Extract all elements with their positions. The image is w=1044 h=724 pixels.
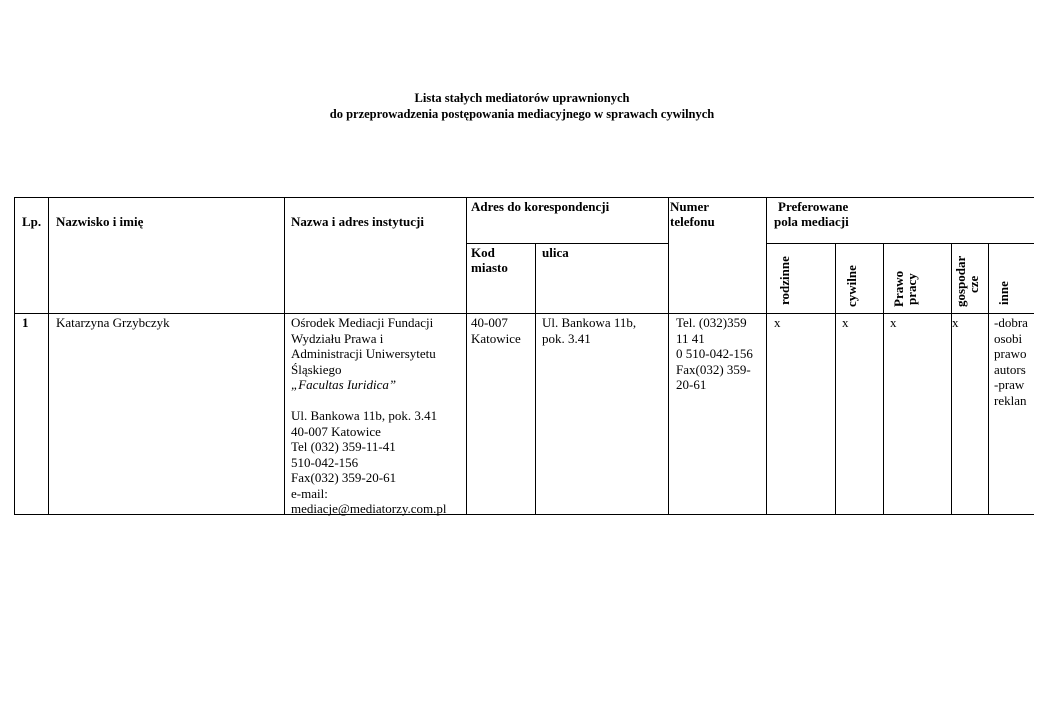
header-name: Nazwisko i imię bbox=[56, 214, 144, 229]
inst-line-12: mediacje@mediatorzy.com.pl bbox=[291, 501, 447, 516]
header-family: rodzinne bbox=[777, 256, 792, 305]
col-divider-name bbox=[284, 197, 285, 515]
row-phone-2: 11 41 bbox=[676, 330, 705, 346]
inst-line-1: Ośrodek Mediacji Fundacji bbox=[291, 315, 434, 330]
title-line-1: Lista stałych mediatorów uprawnionych bbox=[414, 91, 630, 105]
row-phone-5: 20-61 bbox=[676, 377, 707, 392]
mediators-table bbox=[14, 197, 1034, 515]
header-street: ulica bbox=[542, 245, 569, 260]
row-phone-1: Tel. (032)359 bbox=[676, 315, 747, 330]
address-subheader-line bbox=[466, 243, 668, 244]
header-other: inne bbox=[996, 281, 1011, 305]
row-family: x bbox=[774, 315, 781, 330]
inst-line-2: Wydziału Prawa i bbox=[291, 330, 384, 346]
col-divider-lp bbox=[48, 197, 49, 515]
col-divider-civil bbox=[883, 243, 884, 515]
row-phone-3: 0 510-042-156 bbox=[676, 346, 753, 361]
col-divider-economic bbox=[988, 243, 989, 515]
fields-subheader-line bbox=[766, 243, 1034, 244]
header-labor bbox=[892, 271, 918, 307]
header-code-city-2: miasto bbox=[471, 260, 508, 275]
document-title bbox=[0, 90, 1044, 122]
inst-line-8: Tel (032) 359-11-41 bbox=[291, 439, 396, 454]
header-civil: cywilne bbox=[844, 265, 859, 307]
table-border-bottom bbox=[14, 514, 1034, 515]
row-lp: 1 bbox=[22, 315, 29, 330]
header-labor-1: Prawo bbox=[891, 270, 906, 307]
col-divider-phone bbox=[766, 197, 767, 515]
col-divider-institution bbox=[466, 197, 467, 515]
inst-line-3: Administracji Uniwersytetu bbox=[291, 346, 436, 361]
inst-line-10: Fax(032) 359-20-61 bbox=[291, 470, 397, 485]
col-divider-labor bbox=[951, 243, 952, 515]
row-civil: x bbox=[842, 315, 849, 330]
header-bottom-line bbox=[14, 313, 1034, 314]
other-line-6: reklan bbox=[994, 392, 1027, 408]
header-phone-2: telefonu bbox=[670, 214, 715, 229]
inst-line-4: Śląskiego bbox=[291, 361, 342, 377]
other-line-4: autors bbox=[994, 361, 1026, 377]
table-border-left bbox=[14, 197, 15, 515]
header-fields-1: Preferowane bbox=[778, 199, 849, 214]
inst-line-11: e-mail: bbox=[291, 485, 328, 501]
header-phone-1: Numer bbox=[670, 199, 709, 214]
header-lp: Lp. bbox=[22, 214, 42, 229]
col-divider-family bbox=[835, 243, 836, 515]
header-institution: Nazwa i adres instytucji bbox=[291, 214, 425, 229]
inst-line-6: Ul. Bankowa 11b, pok. 3.41 bbox=[291, 408, 438, 423]
other-line-5: -praw bbox=[994, 377, 1025, 392]
row-code-1: 40-007 bbox=[471, 315, 508, 330]
row-street-1: Ul. Bankowa 11b, bbox=[542, 315, 637, 330]
row-economic: x bbox=[952, 315, 959, 330]
header-economic-1: gospodar bbox=[953, 255, 968, 307]
inst-line-7: 40-007 Katowice bbox=[291, 423, 381, 439]
row-street-2: pok. 3.41 bbox=[542, 330, 591, 346]
row-code-2: Katowice bbox=[471, 330, 521, 346]
row-phone-4: Fax(032) 359- bbox=[676, 361, 751, 377]
other-line-2: osobi bbox=[994, 330, 1023, 346]
row-labor: x bbox=[890, 315, 897, 330]
header-economic bbox=[954, 256, 980, 307]
title-line-2: do przeprowadzenia postępowania mediacyjnego w sprawach cywilnych bbox=[329, 107, 715, 121]
col-divider-street bbox=[668, 197, 669, 515]
row-name: Katarzyna Grzybczyk bbox=[56, 315, 170, 330]
header-code-city-1: Kod bbox=[471, 245, 495, 260]
other-line-1: -dobra bbox=[994, 315, 1028, 330]
row-other bbox=[994, 315, 1034, 514]
header-address: Adres do korespondencji bbox=[471, 199, 610, 214]
table-border-top bbox=[14, 197, 1034, 198]
other-line-3: prawo bbox=[994, 346, 1027, 361]
inst-line-5: „Facultas Iuridica” bbox=[291, 377, 397, 392]
col-divider-code bbox=[535, 243, 536, 515]
header-fields-2: pola mediacji bbox=[774, 214, 849, 229]
inst-line-9: 510-042-156 bbox=[291, 454, 359, 470]
header-labor-2: pracy bbox=[904, 273, 919, 305]
header-economic-2: cze bbox=[966, 275, 981, 293]
